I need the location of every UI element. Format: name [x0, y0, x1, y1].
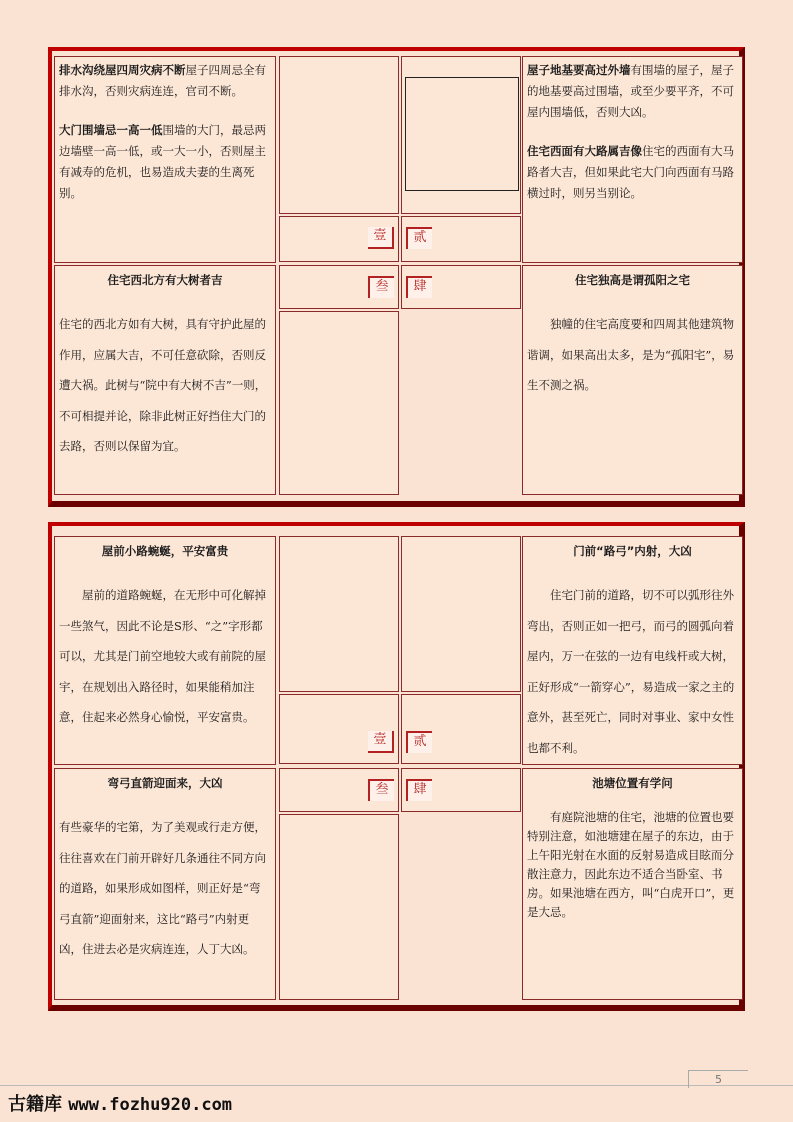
numeral-cell — [279, 265, 399, 309]
page-panel-top — [48, 47, 745, 507]
heading: 住宅独高是谓孤阳之宅 — [575, 273, 690, 287]
image-cell — [401, 56, 521, 214]
numeral-cell — [401, 216, 521, 262]
heading: 弯弓直箭迎面来，大凶 — [107, 776, 223, 790]
numeral-one: 壹 — [368, 227, 394, 249]
heading: 住宅西面有大路属吉像 — [527, 144, 642, 158]
image-cell — [279, 56, 399, 214]
numeral-cell — [401, 768, 521, 812]
heading: 大门围墙忌一高一低 — [59, 123, 163, 137]
text-cell-top-left — [54, 536, 276, 765]
numeral-three: 叁 — [368, 779, 394, 801]
numeral-cell — [279, 768, 399, 812]
page-number: 5 — [688, 1070, 748, 1088]
text-cell-bottom-right — [522, 768, 743, 1000]
heading: 屋子地基要高过外墙 — [527, 63, 631, 77]
numeral-cell — [279, 694, 399, 764]
body-text: 有些豪华的宅第，为了美观或行走方便，往往喜欢在门前开辟好几条通往不同方向的道路，如果形成如图样，则正好是“弯弓直箭”迎面射来，这比“路弓”内射更凶，住进去必是灾病连连，人丁大凶。 — [59, 820, 266, 956]
heading: 门前“路弓”内射，大凶 — [573, 544, 692, 558]
numeral-cell — [279, 216, 399, 262]
numeral-three: 叁 — [368, 276, 394, 298]
image-cell — [279, 814, 399, 1000]
body-text: 围墙的大门，最忌两边墙壁一高一低，或一大一小，否则屋主有减寿的危机，也易造成夫妻的生离死别。 — [59, 123, 266, 200]
text-cell-bottom-left — [54, 265, 276, 495]
body-text: 有庭院池塘的住宅，池塘的位置也要特别注意，如池塘建在屋子的东边，由于上午阳光射在水面的反射易造成目眩而分散注意力，因此东边不适合当卧室、书房。如果池塘在西方，叫“白虎开口”，更是大忌。 — [527, 810, 735, 919]
numeral-four: 肆 — [406, 779, 432, 801]
text-cell-top-right — [522, 56, 743, 263]
body-text: 住宅门前的道路，切不可以弧形往外弯出，否则正如一把弓，而弓的圆弧向着屋内，万一在弦的一边有电线杆或大树，正好形成“一箭穿心”，易造成一家之主的意外，甚至死亡，同时对事业、家中女性也都不利。 — [527, 588, 735, 755]
numeral-two: 贰 — [406, 227, 432, 249]
heading: 住宅西北方有大树者吉 — [107, 273, 223, 287]
footer-divider — [0, 1085, 793, 1086]
body-text: 住宅的西北方如有大树，具有守护此屋的作用，应属大吉，不可任意砍除，否则反遭大祸。此树与“院中有大树不吉”一则，不可相提并论，除非此树正好挡住大门的去路，否则以保留为宜。 — [59, 317, 267, 453]
numeral-two: 贰 — [406, 731, 432, 753]
image-cell — [401, 536, 521, 692]
body-text: 住宅的西面有大马路者大吉，但如果此宅大门向西面有马路横过时，则另当别论。 — [527, 144, 734, 200]
numeral-four: 肆 — [406, 276, 432, 298]
text-cell-top-left — [54, 56, 276, 263]
numeral-cell — [401, 265, 521, 309]
page-panel-bottom — [48, 522, 745, 1011]
body-text: 屋前的道路蜿蜒，在无形中可化解掉一些煞气，因此不论是S形、“之”字形都可以，尤其是门前空地较大或有前院的屋宇，在规划出入路径时，如果能稍加注意，住起来必然身心愉悦，平安富贵。 — [59, 588, 266, 724]
heading: 屋前小路蜿蜒，平安富贵 — [101, 544, 229, 558]
body-text: 屋子四周忌全有排水沟，否则灾病连连，官司不断。 — [59, 63, 266, 98]
numeral-cell — [401, 694, 521, 764]
text-cell-bottom-right — [522, 265, 743, 495]
brand-url[interactable]: www.fozhu920.com — [68, 1095, 233, 1115]
site-brand — [8, 1090, 232, 1116]
brand-name: 古籍库 — [8, 1094, 62, 1115]
text-cell-bottom-left — [54, 768, 276, 1000]
numeral-one: 壹 — [368, 731, 394, 753]
heading: 排水沟绕屋四周灾病不断 — [59, 63, 186, 77]
body-text: 有围墙的屋子，屋子的地基要高过围墙，或至少要平齐，不可屋内围墙低，否则大凶。 — [527, 63, 734, 119]
text-cell-top-right — [522, 536, 743, 765]
image-cell — [279, 311, 399, 495]
heading: 池塘位置有学问 — [592, 776, 673, 790]
image-cell — [279, 536, 399, 692]
body-text: 独幢的住宅高度要和四周其他建筑物谐调，如果高出太多，是为“孤阳宅”，易生不测之祸。 — [527, 317, 735, 392]
figure-frame — [405, 77, 519, 191]
